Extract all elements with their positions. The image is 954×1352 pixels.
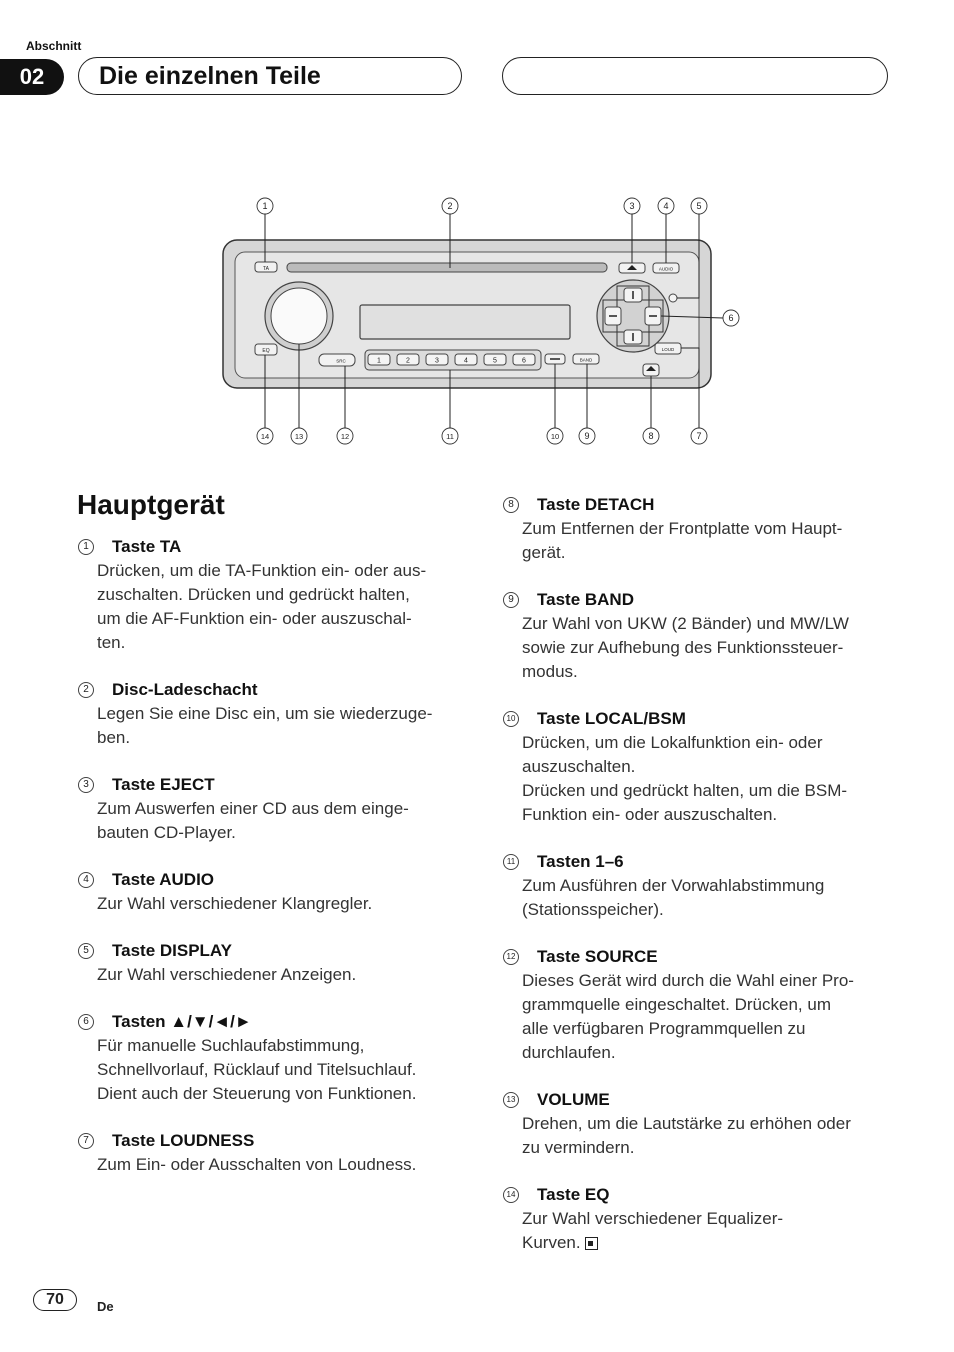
callout-3: 3 <box>629 201 635 211</box>
item-number: 10 <box>503 711 519 727</box>
callout-5: 5 <box>696 201 702 211</box>
item-number: 2 <box>78 682 94 698</box>
svg-text:BAND: BAND <box>579 357 593 363</box>
item-title: Disc-Ladeschacht <box>112 680 258 699</box>
item-description-line: Zur Wahl verschiedener Equalizer- <box>522 1209 784 1228</box>
svg-text:6: 6 <box>522 357 526 365</box>
item-description-line: gerät. <box>522 543 566 562</box>
section-number-badge: 02 <box>0 59 64 95</box>
display-button <box>669 294 677 302</box>
item-description-line: Dieses Gerät wird durch die Wahl einer Pro- <box>522 971 854 990</box>
item-description-line: (Stationsspeicher). <box>522 900 664 919</box>
list-item <box>78 939 356 987</box>
page-title: Die einzelnen Teile <box>78 57 462 95</box>
item-description-line: Dient auch der Steuerung von Funktionen. <box>97 1084 417 1103</box>
list-item <box>503 945 854 1065</box>
item-description-line: ten. <box>97 633 126 652</box>
svg-text:2: 2 <box>406 357 410 365</box>
item-description-line: Kurven. <box>503 1231 783 1255</box>
item-number: 13 <box>503 1092 519 1108</box>
item-description-line: Legen Sie eine Disc ein, um sie wiederzuge- <box>97 704 433 723</box>
volume-knob <box>271 288 327 344</box>
callout-12: 12 <box>340 432 350 441</box>
item-number: 12 <box>503 949 519 965</box>
item-description-line: Drücken, um die TA-Funktion ein- oder aus- <box>97 561 427 580</box>
callout-1: 1 <box>262 201 268 211</box>
page-number: 70 <box>33 1289 77 1311</box>
item-number: 11 <box>503 854 519 870</box>
item-title: Taste LOCAL/BSM <box>537 709 686 728</box>
disc-slot <box>287 263 607 272</box>
item-description-line: zuschalten. Drücken und gedrückt halten, <box>97 585 410 604</box>
item-description-line: durchlaufen. <box>522 1043 616 1062</box>
item-description-line: Funktion ein- oder auszuschalten. <box>522 805 778 824</box>
list-item <box>78 678 432 750</box>
item-description-line: sowie zur Aufhebung des Funktionssteuer- <box>522 638 844 657</box>
language-label: De <box>97 1299 114 1314</box>
item-title: Taste BAND <box>537 590 634 609</box>
item-description-line: bauten CD-Player. <box>97 823 236 842</box>
section-label: Abschnitt <box>26 39 82 53</box>
item-number: 9 <box>503 592 519 608</box>
item-description-line: Schnellvorlauf, Rücklauf und Titelsuchlauf. <box>97 1060 417 1079</box>
item-title: Taste DETACH <box>537 495 655 514</box>
item-title: Taste TA <box>112 537 182 556</box>
callout-9: 9 <box>584 431 590 441</box>
head-unit-diagram <box>215 190 755 460</box>
callout-10: 10 <box>550 432 560 441</box>
item-description-line: Zur Wahl verschiedener Klangregler. <box>97 894 373 913</box>
list-item <box>503 493 842 565</box>
item-title: Taste SOURCE <box>537 947 658 966</box>
item-description-line: Zur Wahl von UKW (2 Bänder) und MW/LW <box>522 614 849 633</box>
item-description-line: Drücken und gedrückt halten, um die BSM- <box>522 781 848 800</box>
item-description-line: Zur Wahl verschiedener Anzeigen. <box>97 965 357 984</box>
left-column <box>78 535 463 1235</box>
item-number: 6 <box>78 1014 94 1030</box>
section-heading: Hauptgerät <box>77 489 225 520</box>
callout-8: 8 <box>648 431 654 441</box>
svg-text:AUDIO: AUDIO <box>658 266 674 272</box>
svg-text:3: 3 <box>435 357 439 365</box>
svg-text:4: 4 <box>464 357 468 365</box>
svg-text:5: 5 <box>493 357 497 365</box>
item-title: Taste AUDIO <box>112 870 215 889</box>
item-number: 8 <box>503 497 519 513</box>
item-description-line: ben. <box>97 728 131 747</box>
display-window <box>360 305 570 339</box>
item-description-line: um die AF-Funktion ein- oder auszuschal- <box>97 609 412 628</box>
item-title: Tasten ▲/▼/◄/► <box>112 1012 252 1031</box>
svg-text:1: 1 <box>377 357 381 365</box>
right-column <box>503 493 888 1273</box>
item-description-line: Drücken, um die Lokalfunktion ein- oder <box>522 733 823 752</box>
list-item <box>78 773 409 845</box>
item-title: Taste DISPLAY <box>112 941 232 960</box>
item-description-line: Zum Ausführen der Vorwahlabstimmung <box>522 876 825 895</box>
item-description-line: Zum Entfernen der Frontplatte vom Haupt- <box>522 519 843 538</box>
item-number: 5 <box>78 943 94 959</box>
list-item <box>78 868 372 916</box>
item-number: 3 <box>78 777 94 793</box>
item-description-line: zu vermindern. <box>522 1138 635 1157</box>
item-title: Taste EJECT <box>112 775 215 794</box>
header-empty-pill <box>502 57 888 95</box>
item-title: VOLUME <box>537 1090 610 1109</box>
callout-2: 2 <box>447 201 453 211</box>
callout-14: 14 <box>260 432 270 441</box>
svg-text:EQ: EQ <box>262 348 270 354</box>
item-description-line: Zum Ein- oder Ausschalten von Loudness. <box>97 1155 417 1174</box>
list-item <box>78 1129 416 1177</box>
item-title: Taste LOUDNESS <box>112 1131 255 1150</box>
item-number: 4 <box>78 872 94 888</box>
svg-text:TA: TA <box>262 266 270 272</box>
list-item <box>78 535 426 655</box>
list-item <box>503 1088 851 1160</box>
callout-7: 7 <box>696 431 702 441</box>
item-description-line: Drehen, um die Lautstärke zu erhöhen oder <box>522 1114 851 1133</box>
callout-6: 6 <box>728 313 734 323</box>
list-item <box>503 588 849 684</box>
item-title: Taste EQ <box>537 1185 610 1204</box>
callout-11: 11 <box>446 432 454 441</box>
item-description-line: Zum Auswerfen einer CD aus dem einge- <box>97 799 409 818</box>
item-number: 7 <box>78 1133 94 1149</box>
item-description-line: modus. <box>522 662 578 681</box>
item-description-line: alle verfügbaren Programmquellen zu <box>522 1019 806 1038</box>
item-description-line: grammquelle eingeschaltet. Drücken, um <box>522 995 831 1014</box>
svg-text:SRC: SRC <box>336 358 346 364</box>
end-mark-icon <box>585 1237 598 1250</box>
list-item <box>503 850 824 922</box>
callout-13: 13 <box>294 432 304 441</box>
item-title: Tasten 1–6 <box>537 852 624 871</box>
item-description-line: auszuschalten. <box>522 757 636 776</box>
item-description-line: Für manuelle Suchlaufabstimmung, <box>97 1036 365 1055</box>
svg-text:LOUD: LOUD <box>661 347 675 352</box>
list-item <box>503 707 847 827</box>
item-number: 14 <box>503 1187 519 1203</box>
callout-4: 4 <box>663 201 669 211</box>
item-number: 1 <box>78 539 94 555</box>
list-item <box>78 1010 416 1106</box>
list-item <box>503 1183 783 1255</box>
